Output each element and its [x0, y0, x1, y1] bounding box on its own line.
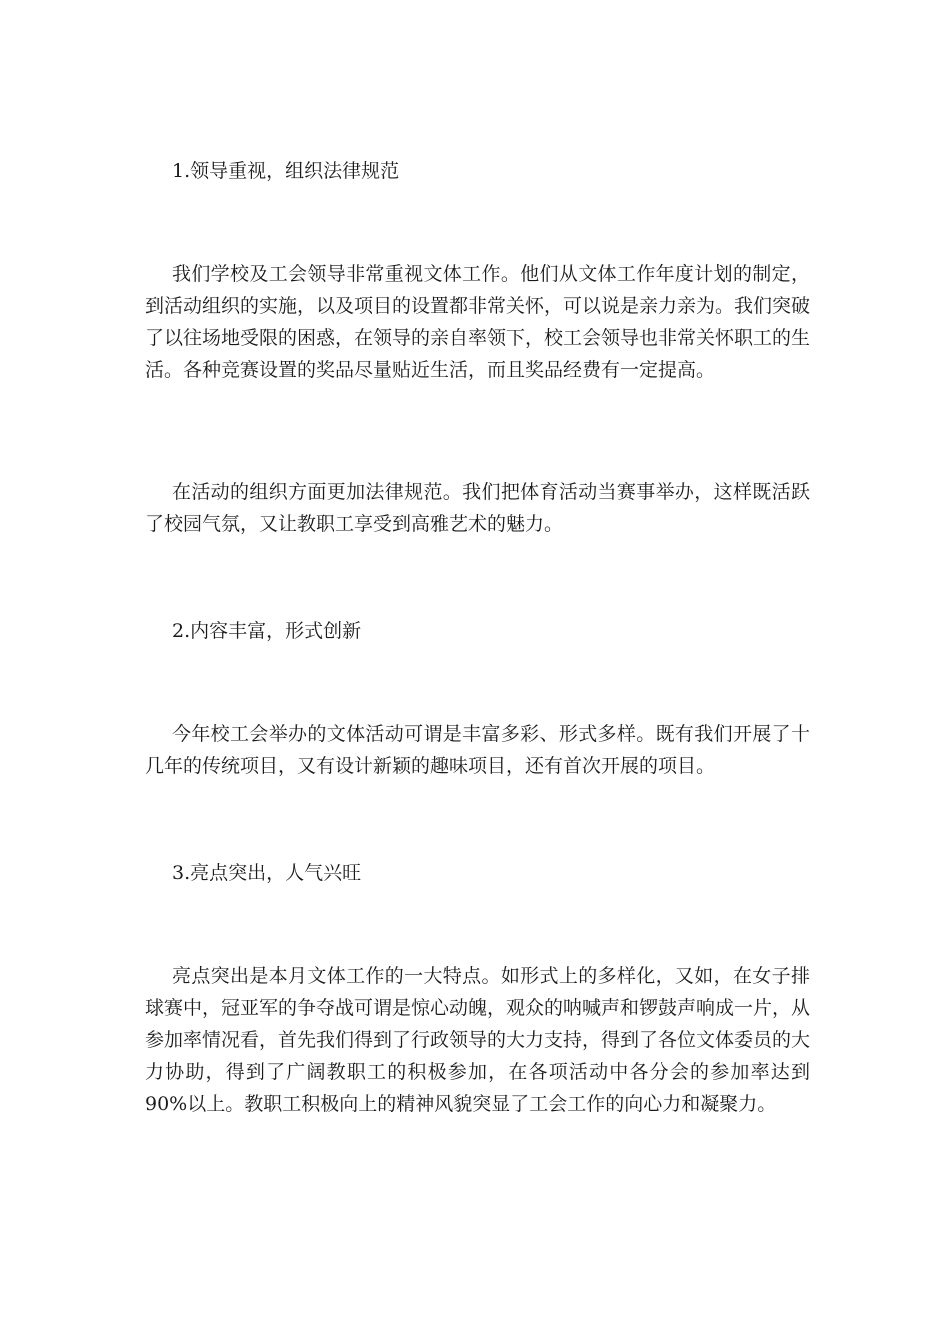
- section-2-paragraph-1: 今年校工会举办的文体活动可谓是丰富多彩、形式多样。既有我们开展了十几年的传统项目，又有设计新颖的趣味项目，还有首次开展的项目。: [145, 723, 810, 777]
- section-3-heading: 3.亮点突出，人气兴旺: [172, 862, 362, 884]
- section-3-paragraph-1: 亮点突出是本月文体工作的一大特点。如形式上的多样化，又如，在女子排球赛中，冠亚军的争夺战可谓是惊心动魄，观众的呐喊声和锣鼓声响成一片，从参加率情况看，首先我们得到了行政领导的大力支持，得到了各位文体委员的大力协助，得到了广阔教职工的积极参加，在各项活动中各分会的参加率达到90%以上。教职工积极向上的精神风貌突显了工会工作的向心力和凝聚力。: [145, 965, 811, 1115]
- section-1-paragraph-2: 在活动的组织方面更加法律规范。我们把体育活动当赛事举办，这样既活跃了校园气氛，又让教职工享受到高雅艺术的魅力。: [145, 481, 810, 535]
- section-1-heading: 1.领导重视，组织法律规范: [172, 160, 400, 182]
- section-1-paragraph-1: 我们学校及工会领导非常重视文体工作。他们从文体工作年度计划的制定，到活动组织的实施，以及项目的设置都非常关怀，可以说是亲力亲为。我们突破了以往场地受限的困惑，在领导的亲自率领下，校工会领导也非常关怀职工的生活。各种竞赛设置的奖品尽量贴近生活，而且奖品经费有一定提高。: [145, 263, 811, 381]
- section-2-heading: 2.内容丰富，形式创新: [172, 620, 362, 642]
